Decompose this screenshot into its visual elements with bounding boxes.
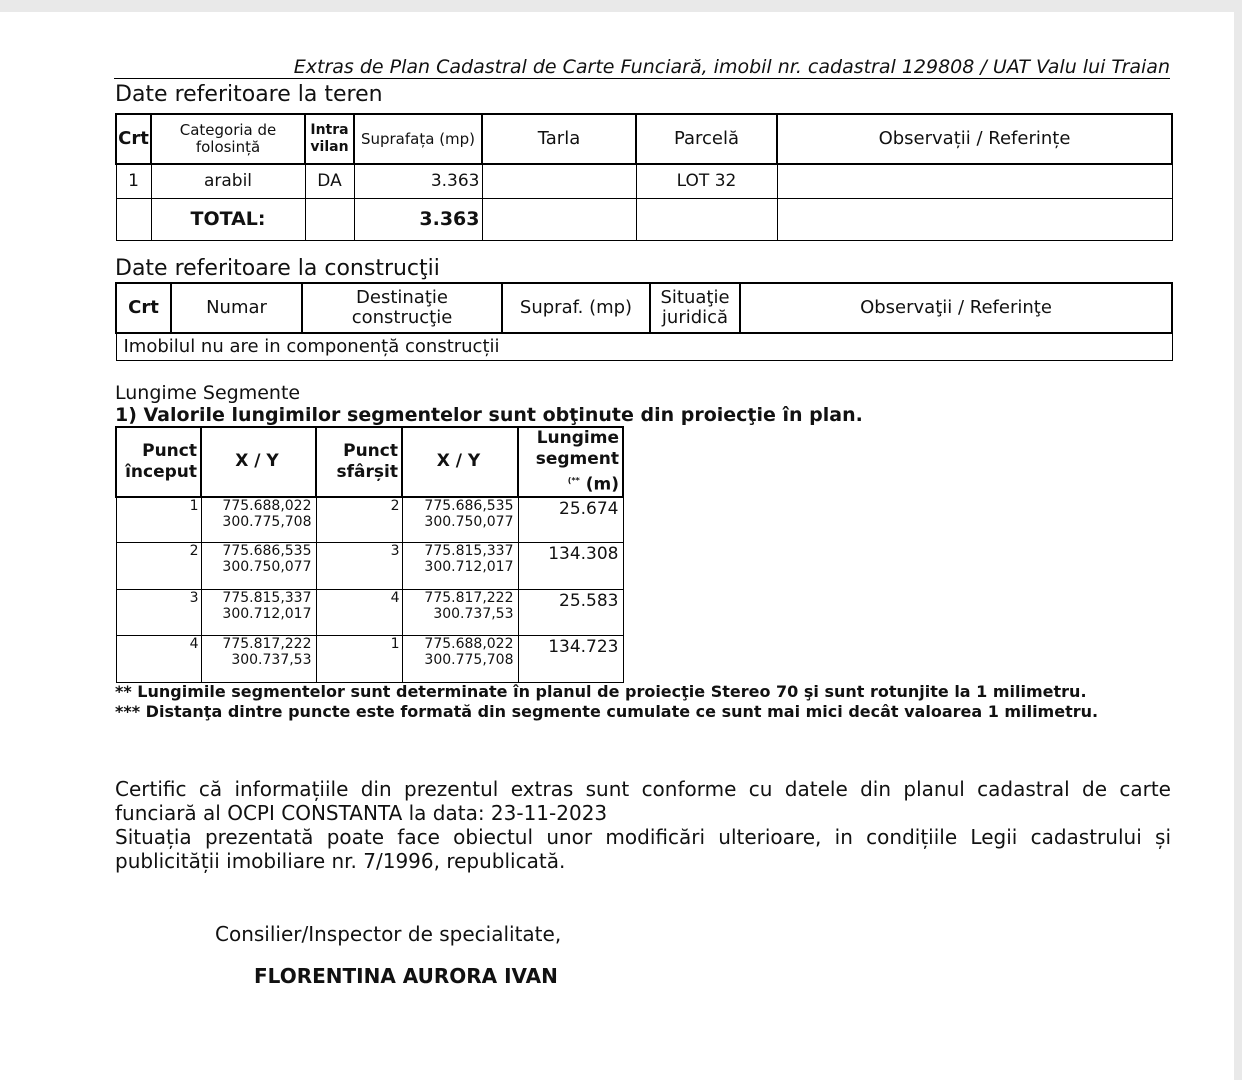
seg-cell-xy2 bbox=[402, 497, 518, 543]
seg-cell-start: 1 bbox=[116, 497, 201, 543]
seg-cell-end: 4 bbox=[316, 590, 402, 636]
seg-cell-x2: 775.817,222 bbox=[424, 590, 514, 607]
seg-cell-y1: 300.712,017 bbox=[222, 606, 312, 623]
seg-cell-xy2 bbox=[402, 590, 518, 636]
seg-cell-xy1 bbox=[201, 543, 316, 590]
teren-cell-crt: 1 bbox=[116, 164, 151, 198]
seg-cell-y2: 300.750,077 bbox=[424, 513, 514, 530]
certification-line-2: Situația prezentată poate face obiectul unor modificări ulterioare, in condițiile Legii cadastrului și publicității imobiliare nr. 7/1996, republicată. bbox=[115, 825, 1171, 873]
teren-cell-intravilan: DA bbox=[305, 164, 354, 198]
document-page bbox=[0, 12, 1234, 1080]
certification-line-1: Certific că informațiile din prezentul extras sunt conforme cu datele din planul cadastral de carte funciară al OCPI CONSTANTA la data: 23-11-2023 bbox=[115, 777, 1171, 825]
seg-header-end: Punct sfârșit bbox=[316, 427, 402, 497]
table-row bbox=[116, 543, 623, 590]
constr-header-numar: Numar bbox=[171, 283, 302, 333]
seg-header-unit-marker: (** bbox=[567, 476, 580, 485]
seg-cell-x1: 775.817,222 bbox=[222, 636, 312, 653]
seg-cell-x1: 775.686,535 bbox=[222, 543, 312, 560]
certification-text bbox=[115, 777, 1171, 873]
seg-cell-y2: 300.712,017 bbox=[424, 559, 514, 576]
teren-header-suprafata: Suprafața (mp) bbox=[354, 114, 482, 164]
signature-name: FLORENTINA AURORA IVAN bbox=[254, 964, 558, 988]
seg-cell-length: 25.583 bbox=[518, 590, 623, 636]
constr-header-situatie: Situaţie juridică bbox=[650, 283, 740, 333]
seg-cell-start: 3 bbox=[116, 590, 201, 636]
seg-cell-x2: 775.686,535 bbox=[424, 497, 514, 514]
seg-cell-y2: 300.737,53 bbox=[433, 606, 514, 623]
seg-cell-y1: 300.775,708 bbox=[222, 513, 312, 530]
seg-cell-end: 3 bbox=[316, 543, 402, 590]
segmente-section-title: Lungime Segmente bbox=[115, 382, 301, 404]
seg-cell-xy1 bbox=[201, 497, 316, 543]
seg-cell-xy2 bbox=[402, 636, 518, 683]
constr-header-crt: Crt bbox=[116, 283, 171, 333]
seg-cell-xy1 bbox=[201, 636, 316, 683]
header-rule bbox=[114, 78, 1170, 79]
teren-cell-categoria: arabil bbox=[151, 164, 305, 198]
teren-table bbox=[115, 113, 1173, 241]
seg-header-length-label: Lungime segment bbox=[535, 428, 619, 469]
teren-total-row bbox=[116, 198, 1172, 240]
segmente-table bbox=[115, 426, 624, 683]
constr-header-observatii: Observaţii / Referinţe bbox=[740, 283, 1172, 333]
teren-cell-observatii bbox=[777, 164, 1172, 198]
teren-cell-parcela: LOT 32 bbox=[636, 164, 777, 198]
seg-cell-start: 4 bbox=[116, 636, 201, 683]
seg-cell-xy1 bbox=[201, 590, 316, 636]
signature-role: Consilier/Inspector de specialitate, bbox=[215, 922, 562, 946]
teren-section-title: Date referitoare la teren bbox=[115, 82, 383, 107]
segmente-note-1: ** Lungimile segmentelor sunt determinate în planul de proiecţie Stereo 70 şi sunt rotunjite la 1 milimetru. bbox=[115, 682, 1087, 701]
teren-cell-suprafata: 3.363 bbox=[354, 164, 482, 198]
constr-header-suprafata: Supraf. (mp) bbox=[502, 283, 650, 333]
seg-cell-length: 134.723 bbox=[518, 636, 623, 683]
table-row bbox=[116, 164, 1172, 198]
seg-cell-length: 25.674 bbox=[518, 497, 623, 543]
teren-header-categoria: Categoria de folosință bbox=[151, 114, 305, 164]
seg-cell-y1: 300.737,53 bbox=[231, 652, 312, 669]
segmente-subtitle: 1) Valorile lungimilor segmentelor sunt obţinute din proiecţie în plan. bbox=[115, 404, 863, 426]
seg-header-xy2: X / Y bbox=[402, 427, 518, 497]
teren-header-intravilan: Intra vilan bbox=[305, 114, 354, 164]
seg-header-start: Punct început bbox=[116, 427, 201, 497]
seg-header-xy1: X / Y bbox=[201, 427, 316, 497]
seg-header-unit: (m) bbox=[585, 474, 619, 495]
constructii-section-title: Date referitoare la construcţii bbox=[115, 256, 440, 281]
seg-cell-start: 2 bbox=[116, 543, 201, 590]
teren-total-value: 3.363 bbox=[354, 198, 482, 240]
seg-cell-end: 2 bbox=[316, 497, 402, 543]
teren-header-observatii: Observații / Referințe bbox=[777, 114, 1172, 164]
constr-header-destinatie: Destinaţie construcţie bbox=[302, 283, 502, 333]
table-row bbox=[116, 590, 623, 636]
constructii-empty-message: Imobilul nu are in componență construcții bbox=[116, 333, 1172, 360]
seg-cell-length: 134.308 bbox=[518, 543, 623, 590]
teren-header-crt: Crt bbox=[116, 114, 151, 164]
teren-cell-tarla bbox=[482, 164, 636, 198]
seg-header-length bbox=[518, 427, 623, 497]
seg-cell-xy2 bbox=[402, 543, 518, 590]
document-header: Extras de Plan Cadastral de Carte Funciară, imobil nr. cadastral 129808 / UAT Valu lui Traian bbox=[293, 56, 1170, 78]
seg-cell-x2: 775.815,337 bbox=[424, 543, 514, 560]
table-row bbox=[116, 636, 623, 683]
teren-header-tarla: Tarla bbox=[482, 114, 636, 164]
teren-total-label: TOTAL: bbox=[151, 198, 305, 240]
seg-cell-x1: 775.688,022 bbox=[222, 497, 312, 514]
segmente-note-2: *** Distanţa dintre puncte este formată din segmente cumulate ce sunt mai mici decât valoarea 1 milimetru. bbox=[115, 702, 1099, 721]
seg-cell-end: 1 bbox=[316, 636, 402, 683]
seg-cell-y1: 300.750,077 bbox=[222, 559, 312, 576]
seg-cell-y2: 300.775,708 bbox=[424, 652, 514, 669]
teren-header-parcela: Parcelă bbox=[636, 114, 777, 164]
table-row bbox=[116, 497, 623, 543]
seg-cell-x2: 775.688,022 bbox=[424, 636, 514, 653]
seg-cell-x1: 775.815,337 bbox=[222, 590, 312, 607]
constructii-table bbox=[115, 282, 1173, 361]
